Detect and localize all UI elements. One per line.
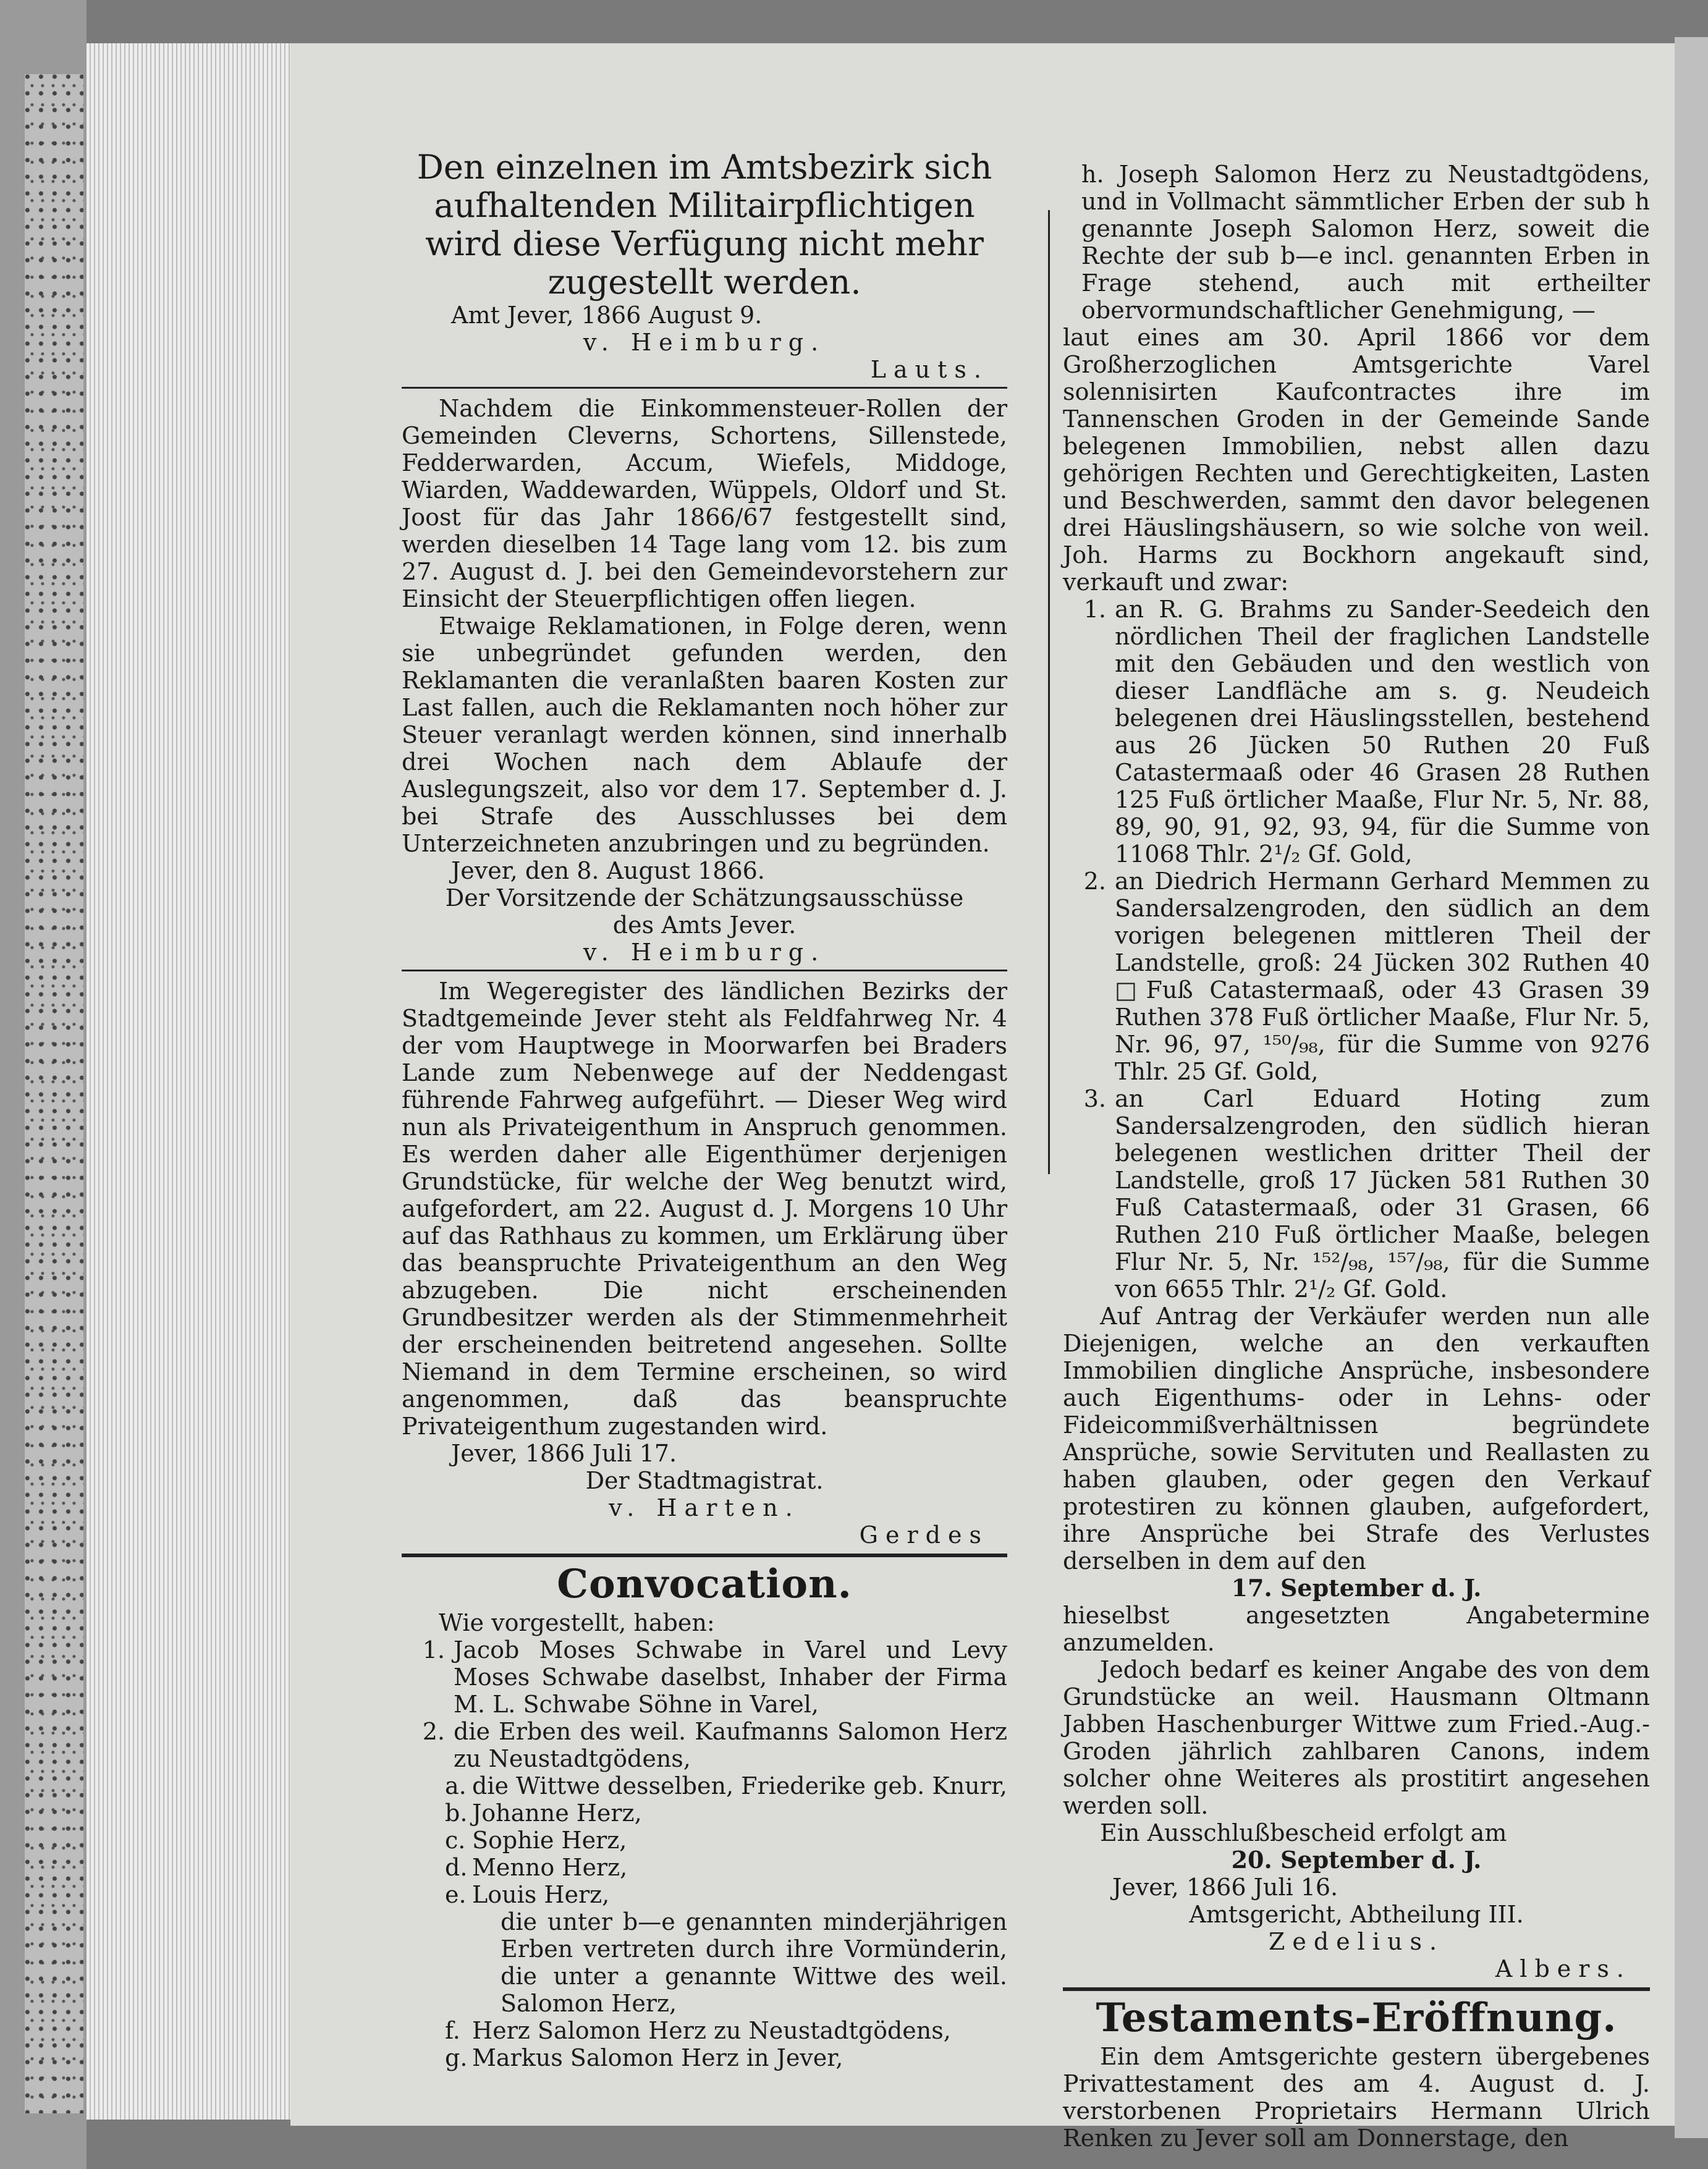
list-item: f. Herz Salomon Herz zu Neustadtgödens, (445, 2017, 951, 2044)
road-paragraph: Im Wegeregister des ländlichen Bezirks der Stadtgemeinde Jever steht als Feldfahrweg Nr. 4 der vom Hauptwege in Moorwarfen bei Braders Lande zum Nebenwege auf der Neddengast führende Fahrweg aufgeführt. — Dieser Weg wird nun als Privateigenthum in Anspruch genommen. Es werden daher alle Eigenthümer derjenigen Grundstücke, für welche der Weg benutzt wird, aufgefordert, am 22. August d. J. Morgens 10 Uhr auf das Rathhaus zu kommen, um Erklärung über das beanspruchte Privateigenthum an den Weg abzugeben. Die nicht erscheinenden Grundbesitzer werden als der Stimmenmehrheit der erscheinenden beitretend angesehen. Sollte Niemand in dem Termine erscheinen, so wird angenommen, daß das beanspruchte Privateigenthum zugestanden wird. (402, 978, 1007, 1440)
claim-paragraph-3: Jedoch bedarf es keiner Angabe des von dem Grundstücke an weil. Hausmann Oltmann Jabben Haschenburger Wittwe zum Fried.-Aug.-Groden jährlich zahlbaren Canons, indem solcher ohne Weiteres als prostitirt angesehen werden soll. (1063, 1656, 1650, 1819)
guardian-note: die unter b—e genannten minderjährigen Erben vertreten durch ihre Vormünderin, die unter a genannte Wittwe des weil. Salomon Herz, (501, 1908, 1007, 2017)
list-item: a. die Wittwe desselben, Friederike geb. Knurr, (445, 1772, 1007, 1799)
column-divider (1048, 210, 1050, 1174)
testament-paragraph: Ein dem Amtsgerichte gestern übergebenes Privattestament des am 4. August d. J. verstorbenen Proprietairs Hermann Ulrich Renken zu Jever soll am Donnerstage, den (1063, 2043, 1650, 2152)
scan-edge (1675, 37, 1708, 2138)
section-rule (1063, 1987, 1650, 1991)
tax-authority-2: des Amts Jever. (612, 911, 797, 939)
list-item: 2. an Diedrich Hermann Gerhard Memmen zu Sandersalzengroden, den südlich an dem vorigen belegenen mittleren Theil der Landstelle, groß: 24 Jücken 302 Ruthen 40 □Fuß Catastermaaß, oder 43 Grasen 39 Ruthen 378 Fuß örtlicher Maaße, Flur Nr. 5, Nr. 96, 97, ¹⁵⁰/₉₈, für die Summe von 9276 Thlr. 25 Gf. Gold, (1083, 868, 1650, 1085)
list-item: 1. Jacob Moses Schwabe in Varel und Levy Moses Schwabe daselbst, Inhaber der Firma M. L. Schwabe Söhne in Varel, (422, 1636, 1007, 1718)
claim-signer: Zedelius. (1268, 1928, 1445, 1955)
claim-clerk: Albers. (1495, 1955, 1631, 1982)
claim-paragraph-4: Ein Ausschlußbescheid erfolgt am (1100, 1819, 1507, 1846)
militia-notice: Den einzelnen im Amtsbezirk sich aufhaltenden Militairpflichtigen wird diese Verfügung nicht mehr zugestellt werden. (416, 148, 992, 302)
page-stack (87, 43, 290, 2120)
ruling-date: 20. September d. J. (1231, 1846, 1482, 1874)
road-date: Jever, 1866 Juli 17. (451, 1440, 677, 1467)
claim-paragraph-2: hieselbst angesetzten Angabetermine anzumelden. (1063, 1602, 1650, 1656)
notice-clerk: Lauts. (870, 356, 989, 383)
road-authority: Der Stadtmagistrat. (585, 1467, 824, 1494)
section-rule (402, 387, 1007, 389)
newspaper-page (290, 43, 1675, 2152)
tax-date: Jever, den 8. August 1866. (451, 857, 765, 884)
tax-paragraph-2: Etwaige Reklamationen, in Folge deren, wenn sie unbegründet gefunden werden, den Reklamanten die veranlaßten baaren Kosten zur Last fallen, auch die Reklamanten noch höher zur Steuer veranlagt werden können, sind innerhalb drei Wochen nach dem Ablaufe der Auslegungszeit, also vor dem 17. September d. J. bei Strafe des Ausschlusses bei dem Unterzeichneten anzubringen und zu begründen. (402, 612, 1007, 857)
claim-deadline: 17. September d. J. (1231, 1574, 1482, 1602)
list-item: 1. an R. G. Brahms zu Sander-Seedeich den nördlichen Theil der fraglichen Landstelle mit den Gebäuden und den westlich von dieser Landfläche am s. g. Neudeich belegenen drei Häuslingsstellen, bestehend aus 26 Jücken 50 Ruthen 20 Fuß Catastermaaß oder 46 Grasen 28 Ruthen 125 Fuß örtlicher Maaße, Flur Nr. 5, Nr. 88, 89, 90, 91, 92, 93, 94, für die Summe von 11068 Thlr. 2¹/₂ Gf. Gold, (1083, 596, 1650, 868)
list-item: 3. an Carl Eduard Hoting zum Sandersalzengroden, den südlich hieran belegenen westlichen dritter Theil der Landstelle, groß 17 Jücken 581 Ruthen 30 Fuß Catastermaaß, oder 31 Grasen, 66 Ruthen 210 Fuß örtlicher Maaße, belegen Flur Nr. 5, Nr. ¹⁵²/₉₈, ¹⁵⁷/₉₈, für die Summe von 6655 Thlr. 2¹/₂ Gf. Gold. (1083, 1085, 1650, 1303)
tax-authority-1: Der Vorsitzende der Schätzungsausschüsse (445, 884, 964, 911)
list-item: d. Menno Herz, (445, 1854, 628, 1881)
section-rule (402, 1554, 1007, 1557)
left-column (402, 148, 1007, 2071)
claim-date: Jever, 1866 Juli 16. (1112, 1874, 1338, 1901)
road-clerk: Gerdes (859, 1521, 989, 1549)
list-item: c. Sophie Herz, (445, 1827, 627, 1854)
sale-items (1063, 596, 1650, 1303)
claim-authority: Amtsgericht, Abtheilung III. (1189, 1901, 1524, 1928)
tax-paragraph-1: Nachdem die Einkommensteuer-Rollen der Gemeinden Cleverns, Schortens, Sillenstede, Fedderwarden, Accum, Wiefels, Middoge, Wiarden, Waddewarden, Wüppels, Oldorf und St. Joost für das Jahr 1866/67 festgestellt sind, werden dieselben 14 Tage lang vom 12. bis zum 27. August d. J. bei den Gemeindevorstehern zur Einsicht der Steuerpflichtigen offen liegen. (402, 395, 1007, 612)
list-item: g. Markus Salomon Herz in Jever, (445, 2044, 843, 2071)
convocation-items (402, 1636, 1007, 2071)
marbled-edge (25, 74, 83, 2113)
section-rule (402, 970, 1007, 971)
testament-title: Testaments-Eröffnung. (1096, 1995, 1617, 2041)
sale-paragraph: laut eines am 30. April 1866 vor dem Großherzoglichen Amtsgerichte Varel solennisirten Kaufcontractes ihre im Tannenschen Groden in der Gemeinde Sande belegenen Immobilien, nebst allen dazu gehörigen Rechten und Gerechtigkeiten, Lasten und Beschwerden, sammt den davor belegenen drei Häuslingshäusern, so wie solche von weil. Joh. Harms zu Bockhorn angekauft sind, verkauft und zwar: (1063, 324, 1650, 596)
convocation-intro: Wie vorgestellt, haben: (439, 1609, 715, 1636)
road-signer: v. Harten. (609, 1494, 800, 1521)
notice-date: Amt Jever, 1866 August 9. (451, 302, 763, 329)
convocation-title: Convocation. (557, 1561, 852, 1607)
heir-h-item: h. Joseph Salomon Herz zu Neustadtgödens, und in Vollmacht sämmtlicher Erben der sub h genannte Joseph Salomon Herz, soweit die Rechte der sub b—e incl. genannten Erben in Frage stehend, auch mit ertheilter obervormundschaftlicher Genehmigung, — (1081, 161, 1650, 324)
tax-signer: v. Heimburg. (583, 939, 826, 966)
list-item: b. Johanne Herz, (445, 1799, 642, 1827)
claim-paragraph: Auf Antrag der Verkäufer werden nun alle Diejenigen, welche an den verkauften Immobilien dingliche Ansprüche, insbesondere auch Eigenthums- oder in Lehns- oder Fideicommißverhältnissen begründete Ansprüche, sowie Servituten und Reallasten zu haben glauben, oder gegen den Verkauf protestiren zu können glauben, aufgefordert, ihre Ansprüche bei Strafe des Verlustes derselben in dem auf den (1063, 1303, 1650, 1575)
list-item: 2. die Erben des weil. Kaufmanns Salomon Herz zu Neustadtgödens, (422, 1718, 1007, 1772)
right-column (1063, 161, 1650, 2152)
notice-signer: v. Heimburg. (583, 329, 826, 356)
list-item: e. Louis Herz, (445, 1881, 610, 1908)
